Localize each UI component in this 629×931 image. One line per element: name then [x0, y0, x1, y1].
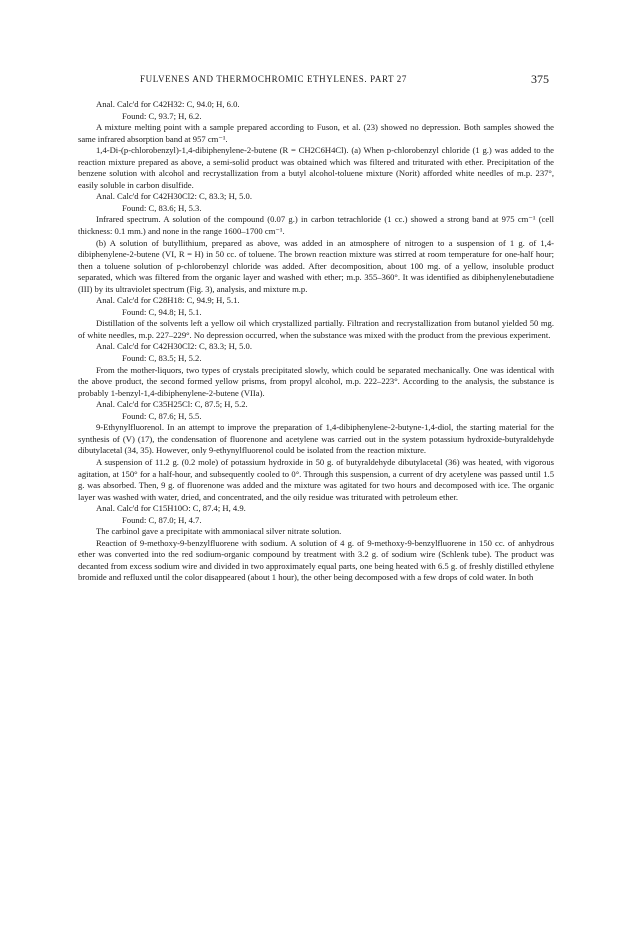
paragraph: A suspension of 11.2 g. (0.2 mole) of potassium hydroxide in 50 g. of butyraldehyde dibutylacetal (36) was heated, with vigorous agitation, at 150° for a half-hour, and subsequently cooled to 0°. Through this suspension, a current of dry acetylene was passed until 1.5 g. was absorbed. Then, 9 g. of fluorenone was added and the mixture was agitated for two hours and decomposed with ice. The organic layer was washed with water, dried, and concentrated, and the oily residue was triturated with petroleum ether.	[78, 456, 554, 502]
paragraph: Anal. Calc'd for C35H25Cl: C, 87.5; H, 5.2.	[96, 399, 248, 410]
paragraph: Anal. Calc'd for C15H10O: C, 87.4; H, 4.9.	[96, 503, 246, 514]
page-header	[0, 74, 629, 90]
paragraph: Found: C, 94.8; H, 5.1.	[122, 306, 202, 317]
paragraph: Found: C, 93.7; H, 6.2.	[122, 110, 202, 121]
paragraph: Anal. Calc'd for C28H18: C, 94.9; H, 5.1.	[96, 295, 240, 306]
body-text	[78, 99, 554, 584]
paragraph: Anal. Calc'd for C42H30Cl2: C, 83.3; H, 5.0.	[96, 341, 252, 352]
paragraph: Infrared spectrum. A solution of the compound (0.07 g.) in carbon tetrachloride (1 cc.) showed a strong band at 975 cm⁻¹ (cell thickness: 0.1 mm.) and none in the range 1600–1700 cm⁻¹.	[78, 214, 554, 237]
paragraph: 1,4-Di-(p-chlorobenzyl)-1,4-dibiphenylene-2-butene (R = CH2C6H4Cl). (a) When p-chlorobenzyl chloride (1 g.) was added to the reaction mixture prepared as above, a semi-solid product was obtained which was filtered and triturated with ether. Precipitation of the benzene solution with alcohol and recrystallization from a butyl alcohol-toluene mixture (Norit) afforded white needles of m.p. 237°, easily soluble in carbon disulfide.	[78, 145, 554, 190]
page-number: 375	[531, 72, 549, 86]
paragraph: The carbinol gave a precipitate with ammoniacal silver nitrate solution.	[96, 526, 342, 537]
paragraph: Anal. Calc'd for C42H32: C, 94.0; H, 6.0.	[96, 99, 240, 109]
running-head: FULVENES AND THERMOCHROMIC ETHYLENES. PART 27	[140, 74, 407, 84]
paragraph: Distillation of the solvents left a yellow oil which crystallized partially. Filtration and recrystallization from butanol yielded 50 mg. of white needles, m.p. 227–229°. No depression occurred, when the substance was mixed with the product from the previous experiment.	[78, 318, 554, 340]
paragraph: Found: C, 83.6; H, 5.3.	[122, 202, 202, 213]
paragraph: Reaction of 9-methoxy-9-benzylfluorene with sodium. A solution of 4 g. of 9-methoxy-9-benzylfluorene in 150 cc. of anhydrous ether was converted into the red sodium-organic compound by treatment with 3.2 g. of sodium wire (Schlenk tube). The product was decanted from excess sodium wire and divided in two approximately equal parts, one being heated with 6.5 g. of freshly distilled ethylene bromide and refluxed until the color disappeared (about 1 hour), the other being decomposed with a few drops of cold water. In both	[78, 537, 554, 583]
paragraph: A mixture melting point with a sample prepared according to Fuson, et al. (23) showed no depression. Both samples showed the same infrared absorption band at 957 cm⁻¹.	[78, 122, 554, 144]
paragraph: Found: C, 87.6; H, 5.5.	[122, 410, 202, 421]
paragraph: (b) A solution of butyllithium, prepared as above, was added in an atmosphere of nitrogen to a suspension of 1 g. of 1,4-dibiphenylene-2-butene (VI, R = H) in 50 cc. of toluene. The brown reaction mixture was stirred at room temperature for one-half hour; then a toluene solution of p-chlorobenzyl chloride was added. After decomposition, about 100 mg. of a yellow, insoluble product separated, which was filtered from the organic layer and washed with ether; m.p. 355–360°. It was identified as dibiphenylenebutadiene (III) by its ultraviolet spectrum (Fig. 3), analysis, and mixture m.p.	[78, 237, 554, 294]
paragraph: Found: C, 83.5; H, 5.2.	[122, 353, 202, 364]
paragraph: From the mother-liquors, two types of crystals precipitated slowly, which could be separated mechanically. One was identical with the above product, the second formed yellow prisms, from propyl alcohol, m.p. 222–223°. According to the analysis, the substance is probably 1-benzyl-1,4-dibiphenylene-2-butene (VIIa).	[78, 364, 554, 398]
paragraph: Anal. Calc'd for C42H30Cl2: C, 83.3; H, 5.0.	[96, 191, 252, 202]
paragraph: Found: C, 87.0; H, 4.7.	[122, 514, 202, 525]
paragraph: 9-Ethynylfluorenol. In an attempt to improve the preparation of 1,4-dibiphenylene-2-butyne-1,4-diol, the starting material for the synthesis of (V) (17), the condensation of fluorenone and acetylene was carried out in the system potassium hydroxide-butyraldehyde dibutylacetal (34, 35). However, only 9-ethynylfluorenol could be isolated from the reaction mixture.	[78, 422, 554, 456]
